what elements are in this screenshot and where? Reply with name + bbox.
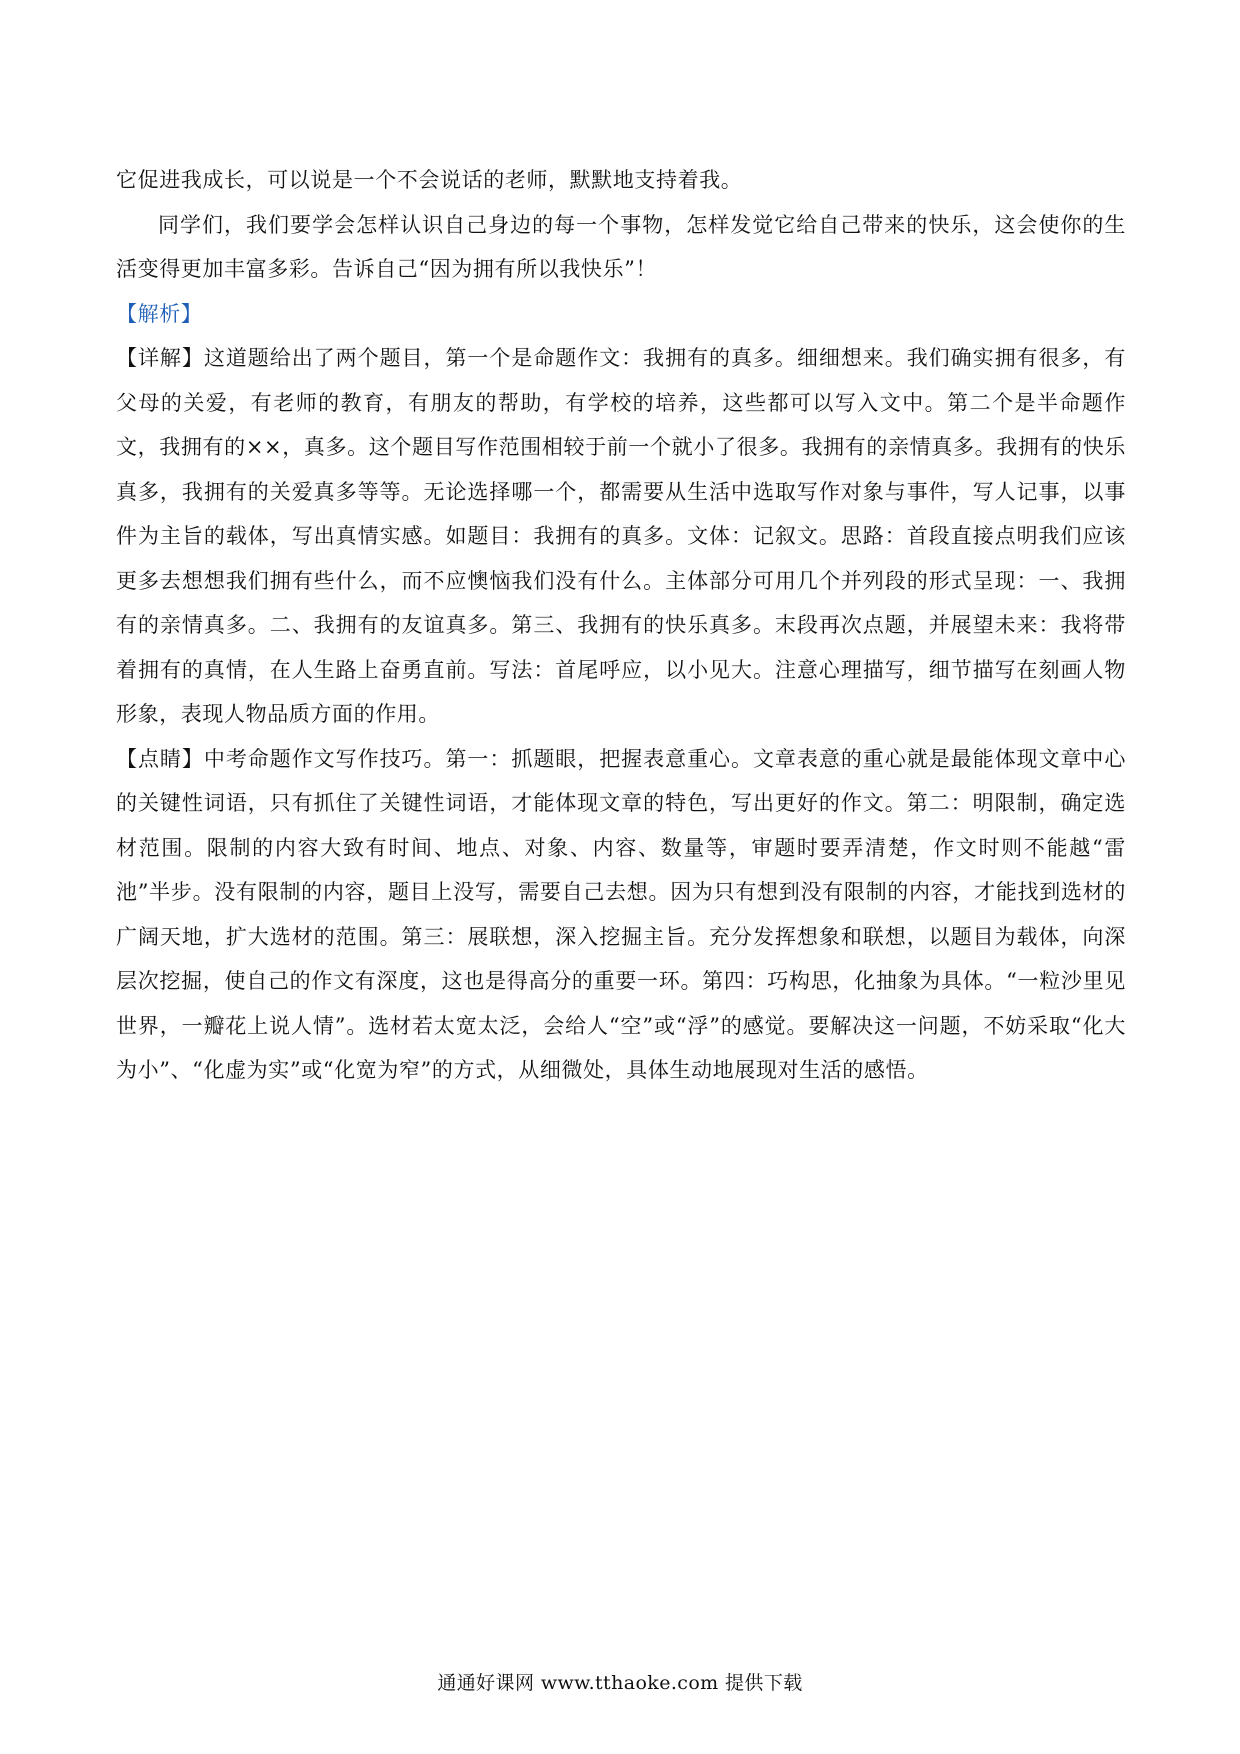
- tip-text: 中考命题作文写作技巧。第一：抓题眼，把握表意重心。文章表意的重心就是最能体现文章中心的关键性词语，只有抓住了关键性词语，才能体现文章的特色，写出更好的作文。第二：明限制，确定选材范围。限制的内容大致有时间、地点、对象、内容、数量等，审题时要弄清楚，作文时则不能越“雷池”半步。没有限制的内容，题目上没写，需要自己去想。因为只有想到没有限制的内容，才能找到选材的广阔天地，扩大选材的范围。第三：展联想，深入挖掘主旨。充分发挥想象和联想，以题目为载体，向深层次挖掘，使自己的作文有深度，这也是得高分的重要一环。第四：巧构思，化抽象为具体。“一粒沙里见世界，一瓣花上说人情”。选材若太宽太泛，会给人“空”或“浮”的感觉。要解决这一问题，不妨采取“化大为小”、“化虚为实”或“化宽为窄”的方式，从细微处，具体生动地展现对生活的感悟。: [116, 746, 1126, 1082]
- detail-label: 【详解】: [116, 346, 204, 370]
- tip-paragraph: [116, 737, 1126, 1093]
- detail-paragraph: [116, 336, 1126, 737]
- closing-paragraph: 同学们，我们要学会怎样认识自己身边的每一个事物，怎样发觉它给自己带来的快乐，这会使你的生活变得更加丰富多彩。告诉自己“因为拥有所以我快乐”！: [116, 212, 1126, 281]
- footer-url[interactable]: www.tthaoke.com: [540, 1672, 719, 1694]
- tip-label: 【点睛】: [116, 746, 204, 771]
- document-body: [116, 158, 1126, 1093]
- continuation-paragraph: 它促进我成长，可以说是一个不会说话的老师，默默地支持着我。: [116, 168, 743, 192]
- analysis-heading: 【解析】: [116, 301, 203, 326]
- footer-site-name: 通通好课网: [437, 1672, 535, 1694]
- footer-suffix: 提供下载: [725, 1672, 803, 1694]
- detail-text: 这道题给出了两个题目，第一个是命题作文：我拥有的真多。细细想来。我们确实拥有很多，有父母的关爱，有老师的教育，有朋友的帮助，有学校的培养，这些都可以写入文中。第二个是半命题作文，我拥有的××，真多。这个题目写作范围相较于前一个就小了很多。我拥有的亲情真多。我拥有的快乐真多，我拥有的关爱真多等等。无论选择哪一个，都需要从生活中选取写作对象与事件，写人记事，以事件为主旨的载体，写出真情实感。如题目：我拥有的真多。文体：记叙文。思路：首段直接点明我们应该更多去想想我们拥有些什么，而不应懊恼我们没有什么。主体部分可用几个并列段的形式呈现：一、我拥有的亲情真多。二、我拥有的友谊真多。第三、我拥有的快乐真多。末段再次点题，并展望未来：我将带着拥有的真情，在人生路上奋勇直前。写法：首尾呼应，以小见大。注意心理描写，细节描写在刻画人物形象，表现人物品质方面的作用。: [116, 346, 1126, 726]
- page-footer: [0, 1668, 1240, 1695]
